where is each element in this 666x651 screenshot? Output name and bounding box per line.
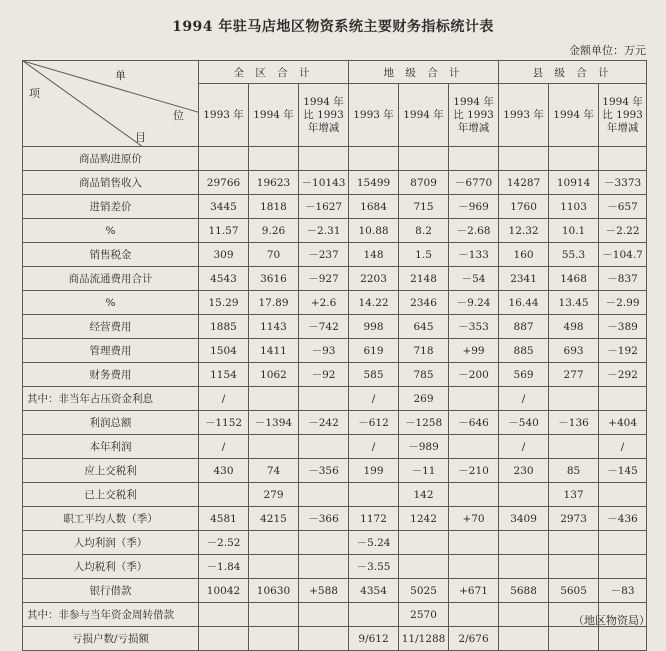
- source-note: （地区物资局）: [573, 614, 650, 627]
- table-row: [23, 267, 647, 291]
- subheader-cell: 1993 年: [349, 84, 399, 147]
- value-cell: [449, 483, 499, 507]
- value-cell: [299, 387, 349, 411]
- table-row: [23, 243, 647, 267]
- value-cell: 887: [499, 315, 549, 339]
- value-cell: －133: [449, 243, 499, 267]
- unit-note: 金额单位：万元: [569, 44, 646, 57]
- table-row: [23, 459, 647, 483]
- row-label: 利润总额: [23, 411, 199, 435]
- value-cell: [599, 555, 647, 579]
- value-cell: [299, 147, 349, 171]
- value-cell: [249, 147, 299, 171]
- value-cell: 3616: [249, 267, 299, 291]
- table-row: [23, 315, 647, 339]
- value-cell: －9.24: [449, 291, 499, 315]
- group-header-total: 全 区 合 计: [199, 61, 349, 84]
- value-cell: 74: [249, 459, 299, 483]
- value-cell: 10042: [199, 579, 249, 603]
- value-cell: －612: [349, 411, 399, 435]
- row-label: 人均利润（季）: [23, 531, 199, 555]
- value-cell: －436: [599, 507, 647, 531]
- value-cell: －6770: [449, 171, 499, 195]
- value-cell: 785: [399, 363, 449, 387]
- value-cell: [549, 435, 599, 459]
- value-cell: [499, 603, 549, 627]
- subheader-cell: 1994 年比 1993 年增减: [599, 84, 647, 147]
- value-cell: 142: [399, 483, 449, 507]
- value-cell: －1258: [399, 411, 449, 435]
- corner-diagonals: [23, 61, 199, 147]
- value-cell: －2.68: [449, 219, 499, 243]
- value-cell: 5025: [399, 579, 449, 603]
- value-cell: +99: [449, 339, 499, 363]
- value-cell: 885: [499, 339, 549, 363]
- value-cell: 277: [549, 363, 599, 387]
- value-cell: [399, 555, 449, 579]
- value-cell: [299, 435, 349, 459]
- table-row: [23, 507, 647, 531]
- value-cell: [299, 555, 349, 579]
- value-cell: 14287: [499, 171, 549, 195]
- value-cell: 2341: [499, 267, 549, 291]
- value-cell: －237: [299, 243, 349, 267]
- table-row: [23, 339, 647, 363]
- value-cell: 2973: [549, 507, 599, 531]
- value-cell: 16.44: [499, 291, 549, 315]
- value-cell: 1154: [199, 363, 249, 387]
- value-cell: /: [199, 435, 249, 459]
- value-cell: －145: [599, 459, 647, 483]
- value-cell: 10630: [249, 579, 299, 603]
- value-cell: [249, 603, 299, 627]
- value-cell: 998: [349, 315, 399, 339]
- header-corner-cell: [23, 61, 199, 147]
- value-cell: 9/612: [349, 627, 399, 651]
- value-cell: +404: [599, 411, 647, 435]
- corner-label-bottom: 目: [135, 131, 146, 144]
- table-row: [23, 483, 647, 507]
- value-cell: 2570: [399, 603, 449, 627]
- value-cell: 15.29: [199, 291, 249, 315]
- value-cell: －927: [299, 267, 349, 291]
- statistics-table: [22, 60, 647, 651]
- value-cell: 569: [499, 363, 549, 387]
- row-label: 商品流通费用合计: [23, 267, 199, 291]
- row-label: 销售税金: [23, 243, 199, 267]
- value-cell: －1152: [199, 411, 249, 435]
- group-header-prefecture: 地 级 合 计: [349, 61, 499, 84]
- value-cell: －210: [449, 459, 499, 483]
- value-cell: [249, 531, 299, 555]
- value-cell: －969: [449, 195, 499, 219]
- value-cell: －54: [449, 267, 499, 291]
- table-row: [23, 531, 647, 555]
- value-cell: 2203: [349, 267, 399, 291]
- row-label: 其中：非参与当年资金周转借款: [23, 603, 199, 627]
- value-cell: －989: [399, 435, 449, 459]
- value-cell: 8.2: [399, 219, 449, 243]
- value-cell: 55.3: [549, 243, 599, 267]
- row-label: 经营费用: [23, 315, 199, 339]
- value-cell: －540: [499, 411, 549, 435]
- value-cell: 1.5: [399, 243, 449, 267]
- value-cell: 29766: [199, 171, 249, 195]
- value-cell: 4354: [349, 579, 399, 603]
- value-cell: [249, 627, 299, 651]
- value-cell: [199, 603, 249, 627]
- subheader-cell: 1994 年比 1993 年增减: [449, 84, 499, 147]
- value-cell: 715: [399, 195, 449, 219]
- value-cell: 645: [399, 315, 449, 339]
- value-cell: /: [199, 387, 249, 411]
- value-cell: 585: [349, 363, 399, 387]
- value-cell: [599, 627, 647, 651]
- value-cell: 619: [349, 339, 399, 363]
- value-cell: +70: [449, 507, 499, 531]
- subheader-cell: 1993 年: [199, 84, 249, 147]
- value-cell: [299, 531, 349, 555]
- subheader-cell: 1994 年: [399, 84, 449, 147]
- table-row: [23, 627, 647, 651]
- value-cell: [549, 147, 599, 171]
- value-cell: 1242: [399, 507, 449, 531]
- value-cell: 498: [549, 315, 599, 339]
- value-cell: 70: [249, 243, 299, 267]
- value-cell: [599, 531, 647, 555]
- subheader-cell: 1993 年: [499, 84, 549, 147]
- value-cell: [249, 555, 299, 579]
- value-cell: 309: [199, 243, 249, 267]
- value-cell: 1062: [249, 363, 299, 387]
- value-cell: [349, 483, 399, 507]
- value-cell: [449, 387, 499, 411]
- table-row: [23, 555, 647, 579]
- value-cell: －366: [299, 507, 349, 531]
- value-cell: 15499: [349, 171, 399, 195]
- value-cell: 4543: [199, 267, 249, 291]
- value-cell: －1394: [249, 411, 299, 435]
- value-cell: +671: [449, 579, 499, 603]
- value-cell: －2.52: [199, 531, 249, 555]
- value-cell: [499, 531, 549, 555]
- value-cell: 1760: [499, 195, 549, 219]
- table-row: [23, 363, 647, 387]
- value-cell: 1468: [549, 267, 599, 291]
- table-row: [23, 435, 647, 459]
- value-cell: /: [349, 435, 399, 459]
- row-label: 银行借款: [23, 579, 199, 603]
- value-cell: －356: [299, 459, 349, 483]
- value-cell: 199: [349, 459, 399, 483]
- value-cell: [399, 147, 449, 171]
- value-cell: －104.7: [599, 243, 647, 267]
- value-cell: [549, 531, 599, 555]
- value-cell: /: [349, 387, 399, 411]
- value-cell: /: [499, 435, 549, 459]
- value-cell: －92: [299, 363, 349, 387]
- value-cell: 9.26: [249, 219, 299, 243]
- value-cell: 279: [249, 483, 299, 507]
- corner-label-top: 单: [115, 69, 126, 82]
- value-cell: +2.6: [299, 291, 349, 315]
- row-label: 其中：非当年占压资金利息: [23, 387, 199, 411]
- table-row: [23, 387, 647, 411]
- value-cell: 1143: [249, 315, 299, 339]
- value-cell: [349, 603, 399, 627]
- row-label: 本年利润: [23, 435, 199, 459]
- table-row: [23, 603, 647, 627]
- value-cell: －136: [549, 411, 599, 435]
- row-label: 人均税利（季）: [23, 555, 199, 579]
- row-label: 管理费用: [23, 339, 199, 363]
- value-cell: 269: [399, 387, 449, 411]
- value-cell: －2.99: [599, 291, 647, 315]
- subheader-cell: 1994 年: [249, 84, 299, 147]
- value-cell: 148: [349, 243, 399, 267]
- table-row: [23, 171, 647, 195]
- corner-label-left: 项: [29, 87, 40, 100]
- value-cell: /: [499, 387, 549, 411]
- value-cell: 430: [199, 459, 249, 483]
- value-cell: [249, 435, 299, 459]
- value-cell: －389: [599, 315, 647, 339]
- value-cell: 693: [549, 339, 599, 363]
- row-label: 商品购进原价: [23, 147, 199, 171]
- value-cell: 8709: [399, 171, 449, 195]
- value-cell: 4215: [249, 507, 299, 531]
- value-cell: 85: [549, 459, 599, 483]
- value-cell: －242: [299, 411, 349, 435]
- row-label: %: [23, 291, 199, 315]
- value-cell: 10.1: [549, 219, 599, 243]
- value-cell: 230: [499, 459, 549, 483]
- value-cell: 10914: [549, 171, 599, 195]
- value-cell: －353: [449, 315, 499, 339]
- value-cell: 13.45: [549, 291, 599, 315]
- value-cell: [599, 387, 647, 411]
- value-cell: [349, 147, 399, 171]
- value-cell: －3.55: [349, 555, 399, 579]
- value-cell: [299, 483, 349, 507]
- value-cell: [249, 387, 299, 411]
- value-cell: 11.57: [199, 219, 249, 243]
- value-cell: [499, 627, 549, 651]
- value-cell: [199, 483, 249, 507]
- value-cell: 137: [549, 483, 599, 507]
- value-cell: 4581: [199, 507, 249, 531]
- value-cell: －11: [399, 459, 449, 483]
- value-cell: [449, 603, 499, 627]
- value-cell: 2148: [399, 267, 449, 291]
- value-cell: 1684: [349, 195, 399, 219]
- table-row: [23, 579, 647, 603]
- value-cell: －83: [599, 579, 647, 603]
- value-cell: 14.22: [349, 291, 399, 315]
- value-cell: [199, 147, 249, 171]
- table-row: [23, 195, 647, 219]
- row-label: 应上交税利: [23, 459, 199, 483]
- value-cell: [599, 483, 647, 507]
- value-cell: 1885: [199, 315, 249, 339]
- row-label: 进销差价: [23, 195, 199, 219]
- value-cell: －3373: [599, 171, 647, 195]
- value-cell: －10143: [299, 171, 349, 195]
- value-cell: 19623: [249, 171, 299, 195]
- value-cell: [449, 435, 499, 459]
- value-cell: +588: [299, 579, 349, 603]
- value-cell: －200: [449, 363, 499, 387]
- value-cell: [499, 483, 549, 507]
- value-cell: －646: [449, 411, 499, 435]
- value-cell: [299, 603, 349, 627]
- value-cell: 2346: [399, 291, 449, 315]
- subheader-cell: 1994 年: [549, 84, 599, 147]
- row-label: 已上交税利: [23, 483, 199, 507]
- value-cell: －2.22: [599, 219, 647, 243]
- value-cell: 3445: [199, 195, 249, 219]
- value-cell: [549, 627, 599, 651]
- value-cell: 160: [499, 243, 549, 267]
- value-cell: 1411: [249, 339, 299, 363]
- value-cell: 10.88: [349, 219, 399, 243]
- row-label: 职工平均人数（季）: [23, 507, 199, 531]
- value-cell: 1504: [199, 339, 249, 363]
- table-row: [23, 411, 647, 435]
- value-cell: 5605: [549, 579, 599, 603]
- value-cell: －192: [599, 339, 647, 363]
- value-cell: －292: [599, 363, 647, 387]
- value-cell: 718: [399, 339, 449, 363]
- value-cell: 17.89: [249, 291, 299, 315]
- value-cell: 5688: [499, 579, 549, 603]
- value-cell: －1627: [299, 195, 349, 219]
- value-cell: 1172: [349, 507, 399, 531]
- value-cell: －837: [599, 267, 647, 291]
- value-cell: 3409: [499, 507, 549, 531]
- row-label: 商品销售收入: [23, 171, 199, 195]
- table-row: [23, 147, 647, 171]
- value-cell: 1103: [549, 195, 599, 219]
- value-cell: －93: [299, 339, 349, 363]
- value-cell: [299, 627, 349, 651]
- value-cell: －5.24: [349, 531, 399, 555]
- value-cell: －2.31: [299, 219, 349, 243]
- value-cell: 12.32: [499, 219, 549, 243]
- row-label: %: [23, 219, 199, 243]
- value-cell: －657: [599, 195, 647, 219]
- table-row: [23, 219, 647, 243]
- value-cell: [499, 147, 549, 171]
- value-cell: 1818: [249, 195, 299, 219]
- value-cell: －742: [299, 315, 349, 339]
- value-cell: /: [599, 435, 647, 459]
- value-cell: [549, 387, 599, 411]
- value-cell: [549, 555, 599, 579]
- table-row: [23, 291, 647, 315]
- value-cell: [599, 147, 647, 171]
- corner-label-right: 位: [173, 109, 184, 122]
- value-cell: [199, 627, 249, 651]
- value-cell: 2/676: [449, 627, 499, 651]
- row-label: 亏损户数/亏损额: [23, 627, 199, 651]
- group-header-county: 县 级 合 计: [499, 61, 647, 84]
- value-cell: [449, 531, 499, 555]
- table-title: 1994 年驻马店地区物资系统主要财务指标统计表: [172, 19, 494, 35]
- row-label: 财务费用: [23, 363, 199, 387]
- value-cell: [499, 555, 549, 579]
- value-cell: －1.84: [199, 555, 249, 579]
- value-cell: [449, 147, 499, 171]
- subheader-cell: 1994 年比 1993 年增减: [299, 84, 349, 147]
- value-cell: [449, 555, 499, 579]
- value-cell: [399, 531, 449, 555]
- value-cell: 11/1288: [399, 627, 449, 651]
